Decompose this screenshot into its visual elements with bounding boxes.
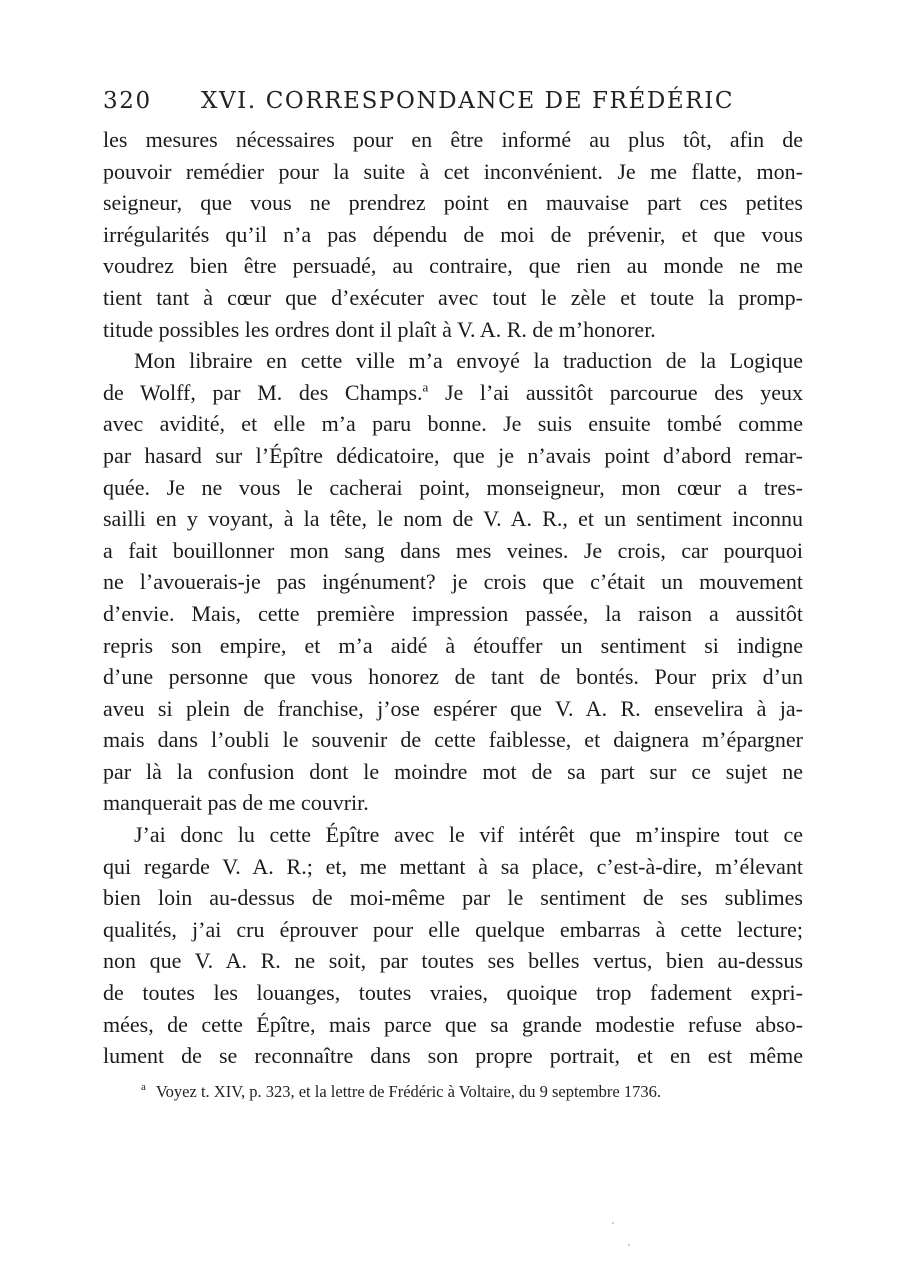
text-line: d’une personne que vous honorez de tant de bontés. Pour prix d’un	[103, 664, 803, 690]
text-line: pouvoir remédier pour la suite à cet inconvénient. Je me flatte, mon-	[103, 158, 803, 184]
running-head	[103, 88, 803, 124]
text-line: repris son empire, et m’a aidé à étouffer un sentiment si indigne	[103, 632, 803, 658]
text-line: bien loin au-dessus de moi-même par le sentiment de ses sublimes	[103, 885, 803, 911]
text-line: d’envie. Mais, cette première impression passée, la raison a aussitôt	[103, 600, 803, 626]
footnote-text: Voyez t. XIV, p. 323, et la lettre de Frédéric à Voltaire, du 9 septembre 1736.	[155, 1081, 662, 1101]
text-line: non que V. A. R. ne soit, par toutes ses belles vertus, bien au-dessus	[103, 948, 803, 974]
text-line: de toutes les louanges, toutes vraies, quoique trop fadement expri-	[103, 980, 803, 1006]
text-fragment: de Wolff, par M. des Champs.	[103, 379, 423, 405]
text-line-with-note	[103, 377, 803, 409]
footnote	[103, 1082, 803, 1102]
text-line: ne l’avouerais-je pas ingénument? je crois que c’était un mouvement	[103, 569, 803, 595]
footnote-reference: a	[422, 379, 429, 395]
text-line: tient tant à cœur que d’exécuter avec tout le zèle et toute la promp-	[103, 284, 803, 310]
paragraph-2	[103, 345, 803, 819]
running-title: XVI. CORRESPONDANCE DE FRÉDÉRIC	[201, 88, 735, 114]
paper-speck	[628, 1244, 630, 1246]
text-line: par là la confusion dont le moindre mot de sa part sur ce sujet ne	[103, 758, 803, 784]
footnote-marker: a	[141, 1081, 146, 1094]
text-line: avec avidité, et elle m’a paru bonne. Je suis ensuite tombé comme	[103, 411, 803, 437]
book-page	[103, 88, 803, 1102]
text-line: a fait bouillonner mon sang dans mes veines. Je crois, car pourquoi	[103, 537, 803, 563]
text-fragment: Je l’ai aussitôt parcourue des yeux	[444, 379, 803, 405]
paragraph-1	[103, 124, 803, 345]
text-line: lument de se reconnaître dans son propre portrait, et en est même	[103, 1043, 803, 1069]
text-line: sailli en y voyant, à la tête, le nom de V. A. R., et un sentiment inconnu	[103, 506, 803, 532]
page-number: 320	[103, 88, 152, 114]
text-line: seigneur, que vous ne prendrez point en mauvaise part ces petites	[103, 190, 803, 216]
text-line: qualités, j’ai cru éprouver pour elle quelque embarras à cette lecture;	[103, 916, 803, 942]
text-line: qui regarde V. A. R.; et, me mettant à sa place, c’est-à-dire, m’élevant	[103, 853, 803, 879]
text-line: les mesures nécessaires pour en être informé au plus tôt, afin de	[103, 127, 803, 152]
text-line: J’ai donc lu cette Épître avec le vif intérêt que m’inspire tout ce	[134, 822, 803, 848]
text-line: mées, de cette Épître, mais parce que sa grande modestie refuse abso-	[103, 1011, 803, 1037]
body-text	[103, 124, 803, 1072]
paragraph-3	[103, 819, 803, 1072]
text-line: Mon libraire en cette ville m’a envoyé la traduction de la Logique	[134, 348, 803, 374]
text-line: par hasard sur l’Épître dédicatoire, que je n’avais point d’abord remar-	[103, 442, 803, 468]
text-line: aveu si plein de franchise, j’ose espérer que V. A. R. ensevelira à ja-	[103, 695, 803, 721]
text-line: voudrez bien être persuadé, au contraire, que rien au monde ne me	[103, 253, 803, 279]
text-line: quée. Je ne vous le cacherai point, monseigneur, mon cœur a tres-	[103, 474, 803, 500]
text-line: titude possibles les ordres dont il plaît à V. A. R. de m’honorer.	[103, 316, 656, 342]
text-line: manquerait pas de me couvrir.	[103, 790, 369, 816]
paper-speck	[612, 1222, 614, 1224]
text-line: mais dans l’oubli le souvenir de cette faiblesse, et daignera m’épargner	[103, 727, 803, 753]
text-line: irrégularités qu’il n’a pas dépendu de moi de prévenir, et que vous	[103, 221, 803, 247]
